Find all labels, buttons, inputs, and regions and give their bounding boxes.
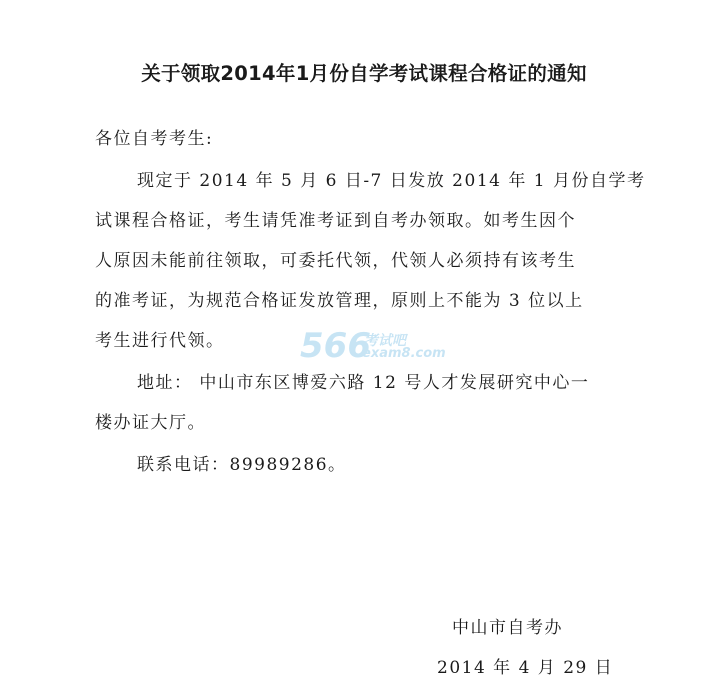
date: 2014 年 4 月 29 日 (437, 658, 614, 678)
signature: 中山市自考办 (452, 618, 563, 638)
watermark-logo (300, 326, 446, 368)
paragraph-line-5: 考生进行代领。 (95, 331, 225, 351)
address-line-1: 地址： 中山市东区博爱六路 12 号人才发展研究中心一 (137, 373, 590, 393)
watermark-number: 566 (300, 326, 371, 366)
watermark-en: exam8.com (362, 346, 446, 361)
paragraph-line-1: 现定于 2014 年 5 月 6 日-7 日发放 2014 年 1 月份自学考 (137, 171, 646, 191)
paragraph-line-2: 试课程合格证，考生请凭准考证到自考办领取。如考生因个 (95, 211, 576, 231)
document-title: 关于领取2014年1月份自学考试课程合格证的通知 (141, 62, 587, 85)
contact-phone: 联系电话：89989286。 (137, 455, 347, 475)
address-line-2: 楼办证大厅。 (95, 413, 206, 433)
salutation: 各位自考考生: (95, 129, 214, 149)
paragraph-line-4: 的准考证，为规范合格证发放管理，原则上不能为 3 位以上 (95, 291, 584, 311)
paragraph-line-3: 人原因未能前往领取，可委托代领，代领人必须持有该考生 (95, 251, 576, 271)
watermark-cn: 考试吧 (364, 333, 406, 349)
